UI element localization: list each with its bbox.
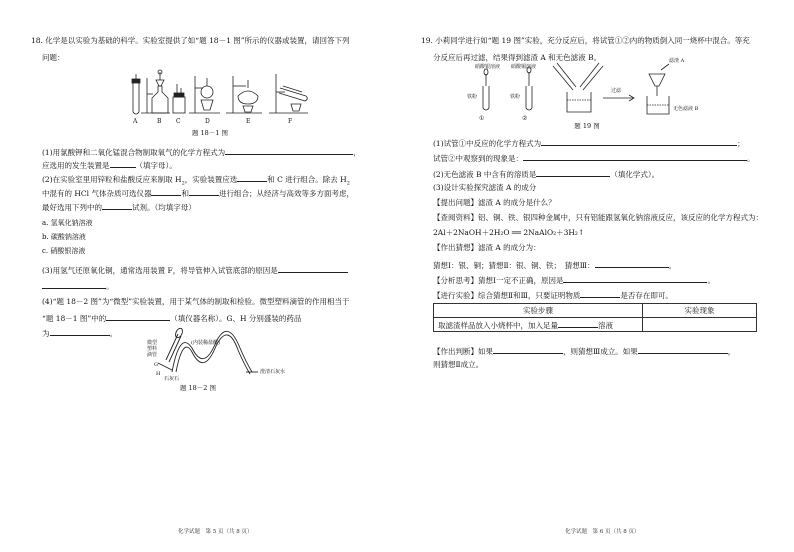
fig2-label-limewater: 澄清石灰水	[260, 369, 286, 375]
page-6	[397, 0, 794, 552]
q19-equation: 2Al＋2NaOH＋2H₂O ══ 2NaAlO₂＋3H₂↑	[433, 228, 585, 237]
page-footer: 化学试题 第 6 页（共 8 页）	[565, 529, 640, 535]
q19-part2: (2)无色滤液 B 中含有的溶质是 （填化学式）。	[433, 170, 660, 179]
answer-blank[interactable]	[536, 168, 610, 177]
table-header-steps: 实验步骤	[434, 304, 643, 318]
q18-part4-cont: “题 18－1 图”中的 （填仪器名称）。G、H 分别盛装的药品	[42, 314, 302, 323]
q19-part1: (1)试管①中反应的化学方程式为 ；	[433, 139, 745, 148]
q18-part1-cont: 应选用的发生装置是 （填字母）。	[42, 161, 177, 170]
label-b: B	[157, 118, 162, 125]
fig2-label-dropper-3: 滴管	[147, 352, 158, 358]
q19-ask: 【提出问题】滤渣 A 的成分是什么？	[433, 198, 556, 207]
answer-blank[interactable]	[595, 259, 669, 268]
option-a: a. 氢氧化钠溶液	[42, 219, 93, 227]
q18-stem: 18. 化学是以实验为基础的科学。实验室提供了如“题 18－1 图”所示的仪器或装置，请回答下列	[31, 36, 350, 45]
fig19-label-iron-2: 铁粉	[510, 94, 521, 100]
answer-blank[interactable]	[523, 152, 747, 161]
q18-part3: (3)用氢气还原氧化铜，通常选用装置 F，将导管伸入试管底部的原因是	[42, 264, 348, 276]
experiment-table	[433, 303, 757, 332]
label-a: A	[133, 118, 138, 125]
fig19-label-tube-1: ①	[479, 115, 485, 122]
fig19-label-residue: 滤渣 A	[669, 58, 685, 64]
q19-guess: 猜想Ⅰ：银、铜；猜想Ⅱ：银、铜、铁； 猜想Ⅲ： 。	[433, 261, 677, 270]
label-e: E	[246, 118, 251, 125]
table-header-phenomena: 实验现象	[643, 304, 757, 318]
page-footer: 化学试题 第 5 页（共 8 页）	[178, 529, 253, 535]
fig2-label-limestone: 石灰石	[164, 376, 180, 382]
table-row	[434, 318, 757, 332]
q19-judgement-cont: 则猜想Ⅱ成立。	[433, 360, 484, 369]
experiment-figure-19	[397, 0, 794, 140]
answer-blank[interactable]	[638, 345, 728, 354]
q19-judgement: 【作出判断】如果 ，则猜想Ⅲ成立。如果 ，	[433, 347, 736, 356]
fig2-label-dropper-1: 微型	[147, 340, 158, 346]
fig19-label-iron-1: 铁粉	[467, 94, 478, 100]
q19-part1-cont: 试管②中观察到的现象是： 。	[433, 154, 755, 163]
fig19-label-filtrate: 无色滤液 B	[673, 106, 699, 112]
q19-stem: 19. 小莉同学进行如“题 19 图”实验，充分反应后，将试管①②内的物质倒入同一烧杯中混合。等充	[421, 36, 750, 45]
figure-18-2-caption: 题 18－2 图	[179, 384, 217, 392]
q19-guess-head: 【作出猜想】滤渣 A 的成分为：	[433, 243, 541, 252]
answer-blank[interactable]	[563, 274, 707, 283]
q18-part2-cont: 中混有的 HCl 气体杂质可选仪器 和 进行组合；从经济与高效等多方面考虑，	[42, 189, 354, 198]
fig19-label-silver-nitrate: 硝酸银溶液	[475, 64, 501, 70]
q19-experiment: 【进行实验】综合猜想Ⅱ和Ⅲ，只要证明物质 是否存在即可。	[433, 291, 673, 300]
fig19-label-copper-nitrate: 硝酸铜溶液	[511, 64, 537, 70]
q18-part4-cont2: 为 。	[42, 329, 117, 338]
option-b: b. 碳酸钠溶液	[42, 233, 86, 241]
table-header-row	[434, 304, 757, 318]
label-c: C	[176, 118, 181, 125]
answer-blank[interactable]	[580, 289, 620, 298]
fig2-label-dropper-2: 塑料	[147, 346, 158, 352]
label-d: D	[205, 118, 210, 125]
q19-stem-cont: 分反应后再过滤，结果得到滤渣 A 和无色滤液 B。	[433, 53, 602, 62]
answer-blank[interactable]	[493, 345, 563, 354]
q18-part2: (2)在实验室里用锌粒和盐酸反应来制取 $H_2$，实验装置应选 和 C 进行组合。除去 $H_2$	[42, 175, 350, 187]
answer-blank[interactable]	[558, 319, 598, 328]
label-f: F	[288, 118, 293, 125]
table-cell-phenomenon[interactable]	[643, 318, 757, 332]
q18-part4: (4)“题 18－2 图”为“微型”实验装置，用于某气体的制取和检验。微型塑料滴管的作用相当于	[42, 297, 350, 306]
q19-analysis: 【分析思考】猜想Ⅰ一定不正确，原因是 。	[433, 276, 715, 285]
fig2-label-h: H	[156, 371, 161, 377]
answer-blank[interactable]	[541, 137, 737, 146]
q19-part3: (3)设计实验探究滤渣 A 的成分	[433, 183, 537, 192]
q19-info: 【查阅资料】铝、铜、铁、银四种金属中，只有铝能跟氢氧化钠溶液反应，该反应的化学方程式为：	[433, 213, 763, 222]
q18-part2-cont2: 最好选用下列中的 试剂。（均填字母）	[42, 203, 196, 212]
q18-part3-cont: 。	[42, 280, 114, 292]
q18-stem-cont: 问题：	[42, 53, 65, 62]
fig19-label-tube-2: ②	[522, 115, 528, 122]
figure-18-1-caption: 题 18－1 图	[191, 129, 229, 137]
option-c: c. 硝酸银溶液	[42, 247, 86, 255]
fig2-label-g: G	[154, 362, 158, 368]
fig2-label-acid: (内装稀盐酸)	[191, 340, 220, 346]
fig19-label-filter: 过滤	[611, 88, 622, 94]
q18-part1: (1)用氯酸钾和二氧化锰混合物制取氧气的化学方程式为 ，	[42, 148, 361, 157]
table-cell-step: 取滤渣样品放入小烧杯中，加入足量 溶液	[434, 318, 643, 332]
figure-19-caption: 题 19 图	[574, 122, 600, 130]
